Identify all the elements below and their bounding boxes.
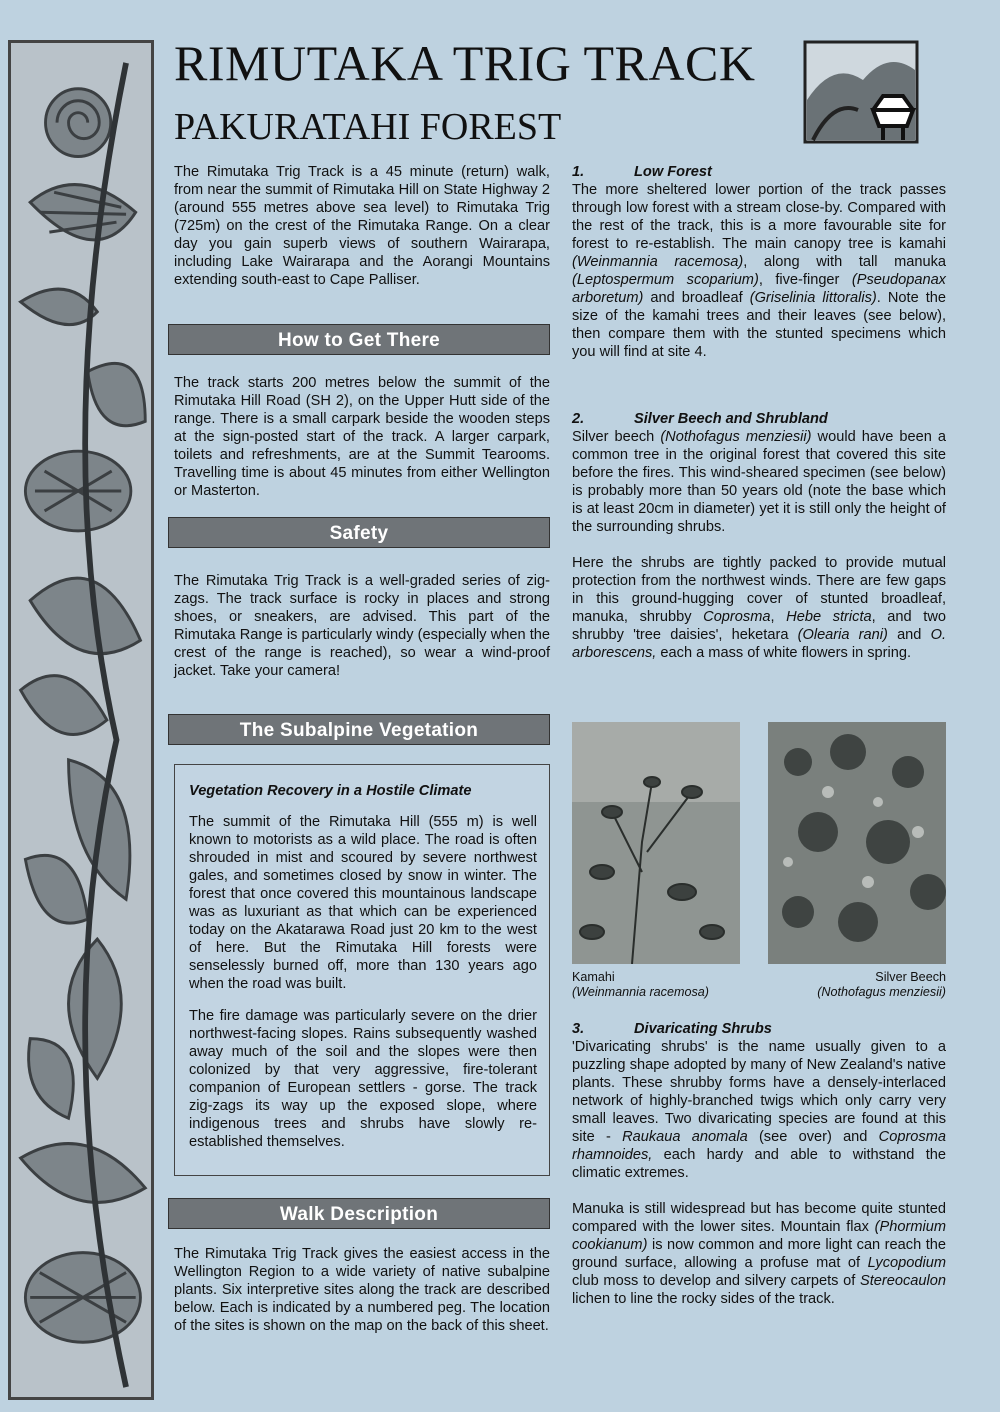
box-title: Vegetation Recovery in a Hostile Climate — [189, 783, 472, 799]
safety-heading: Safety — [168, 517, 550, 548]
site-3-paragraph-1: 'Divaricating shrubs' is the name usually given to a puzzling shape adopted by many of New Zealand's native plants. These shrubby forms have a densely-interlaced network of highly-branched twigs which only carry very small leaves. Two divaricating species are found at this site - Raukaua anomala (see over) and Coprosma rhamnoides, each hardy and able to withstand the climatic extremes. — [572, 1039, 946, 1181]
vegetation-recovery-box — [174, 764, 550, 1176]
site-3-paragraph-2: Manuka is still widespread but has become quite stunted compared with the lower sites. Mountain flax (Phormium cookianum) is now common and more light can reach the ground surface, allowing a profuse mat of Lycopodium club moss to develop and silvery carpets of Stereocaulon lichen to line the rocky sides of the track. — [572, 1201, 946, 1307]
native-flora-fantail-border — [8, 40, 154, 1400]
site-1-title: Low Forest — [634, 164, 712, 180]
intro-paragraph: The Rimutaka Trig Track is a 45 minute (return) walk, from near the summit of Rimutaka Hill on State Highway 2 (around 555 metres above sea level) to Rimutaka Trig (725m) on the crest of the Rimutaka Range. On a clear day you gain superb views of southern Wairarapa, including Lake Wairarapa and the Aorangi Mountains extending south-east to Cape Palliser. — [174, 164, 550, 288]
page-subtitle: PAKURATAHI FOREST — [174, 106, 562, 148]
walk-description-block — [174, 1245, 550, 1335]
box-paragraph-1: The summit of the Rimutaka Hill (555 m) is well known to motorists as a wild place. The road is often shrouded in mist and scoured by severe northwest gales, and sometimes closed by snow in winter. The forest that once covered this mountainous landscape was as luxuriant as that which can be experienced today on the Akatarawa Road just 20 km to the west of here. But the Rimutaka Hill forests were senselessly burned off, more than 130 years ago when the road was built. — [189, 814, 537, 992]
kamahi-caption-scientific: (Weinmannia racemosa) — [572, 985, 709, 999]
page-title: RIMUTAKA TRIG TRACK — [174, 35, 756, 91]
site-1-heading — [572, 163, 946, 181]
site-3-heading — [572, 1020, 946, 1038]
silver-beech-photo — [768, 722, 946, 964]
site-1-paragraph: The more sheltered lower portion of the track passes through low forest with a stream close-by. Compared with the rest of the track, this is a more favourable site for forest to re-establish. The main canopy tree is kamahi (Weinmannia racemosa), along with tall manuka (Leptospermum scoparium), five-finger (Pseudopanax arboretum) and broadleaf (Griselinia littoralis). Note the size of the kamahi trees and their leaves (see below), then compare them with the stunted specimens which you will find at site 4. — [572, 182, 947, 360]
site-2-paragraph-2: Here the shrubs are tightly packed to provide mutual protection from the northwest winds. There are few gaps in this ground-hugging cover of stunted broadleaf, manuka, shrubby Coprosma, Hebe stricta, and two shrubby 'tree daisies', heketara (Olearia rani) and O. arborescens, each a mass of white flowers in spring. — [572, 555, 946, 661]
site-2-heading — [572, 410, 946, 428]
site-2-number: 2. — [572, 411, 585, 427]
box-paragraph-2: The fire damage was particularly severe on the drier northwest-facing slopes. Rains subsequently washed away much of the soil and the slopes were then colonized by that very aggressive, fire-tolerant companion of European settlers - gorse. The track zig-zags its way up the exposed slope, where indigenous trees and shrubs have slowly re-established themselves. — [189, 1008, 537, 1150]
safety-paragraph: The Rimutaka Trig Track is a well-graded series of zig-zags. The track surface is rocky in places and strong shoes, or sneakers, are advised. This part of the Rimutaka Range is particularly windy (especially when the crest of the range is reached), so wear a wind-proof jacket. Take your camera! — [174, 573, 550, 679]
site-1-block — [572, 163, 946, 361]
woodcut-border-illustration — [11, 43, 151, 1397]
site-3-number: 3. — [572, 1021, 585, 1037]
site-1-number: 1. — [572, 164, 585, 180]
kamahi-caption — [572, 970, 752, 1000]
walk-description-paragraph: The Rimutaka Trig Track gives the easiest access in the Wellington Region to a wide variety of native subalpine plants. Six interpretive sites along the track are described below. Each is indicated by a numbered peg. The location of the sites is shown on the map on the back of this sheet. — [174, 1246, 550, 1334]
walk-description-heading: Walk Description — [168, 1198, 550, 1229]
kamahi-caption-name: Kamahi — [572, 970, 615, 984]
intro-text-block — [174, 163, 550, 289]
silver-beech-caption-scientific: (Nothofagus menziesii) — [817, 985, 946, 999]
subalpine-heading: The Subalpine Vegetation — [168, 714, 550, 745]
how-to-get-there-block — [174, 374, 550, 500]
track-sign-logo — [803, 40, 919, 144]
site-2-block — [572, 410, 946, 662]
site-2-title: Silver Beech and Shrubland — [634, 411, 828, 427]
silver-beech-caption — [766, 970, 946, 1000]
how-to-get-there-paragraph: The track starts 200 metres below the summit of the Rimutaka Hill Road (SH 2), on the Upper Hutt side of the range. There is a small carpark beside the wooden steps at the sign-posted start of the track. A larger carpark, toilets and refreshments, are at the Summit Tearooms. Travelling time is about 45 minutes from either Wellington or Masterton. — [174, 375, 550, 499]
silver-beech-caption-name: Silver Beech — [875, 970, 946, 984]
site-3-title: Divaricating Shrubs — [634, 1021, 772, 1037]
site-3-block — [572, 1020, 946, 1308]
how-to-get-there-heading: How to Get There — [168, 324, 550, 355]
kamahi-photo — [572, 722, 740, 964]
site-2-paragraph-1: Silver beech (Nothofagus menziesii) would have been a common tree in the original forest that covered this site before the fires. This wind-sheared specimen (see below) is probably more than 50 years old (note the base which is at least 20cm in diameter) yet it is still only the height of the surrounding shrubs. — [572, 429, 946, 535]
safety-block — [174, 572, 550, 680]
